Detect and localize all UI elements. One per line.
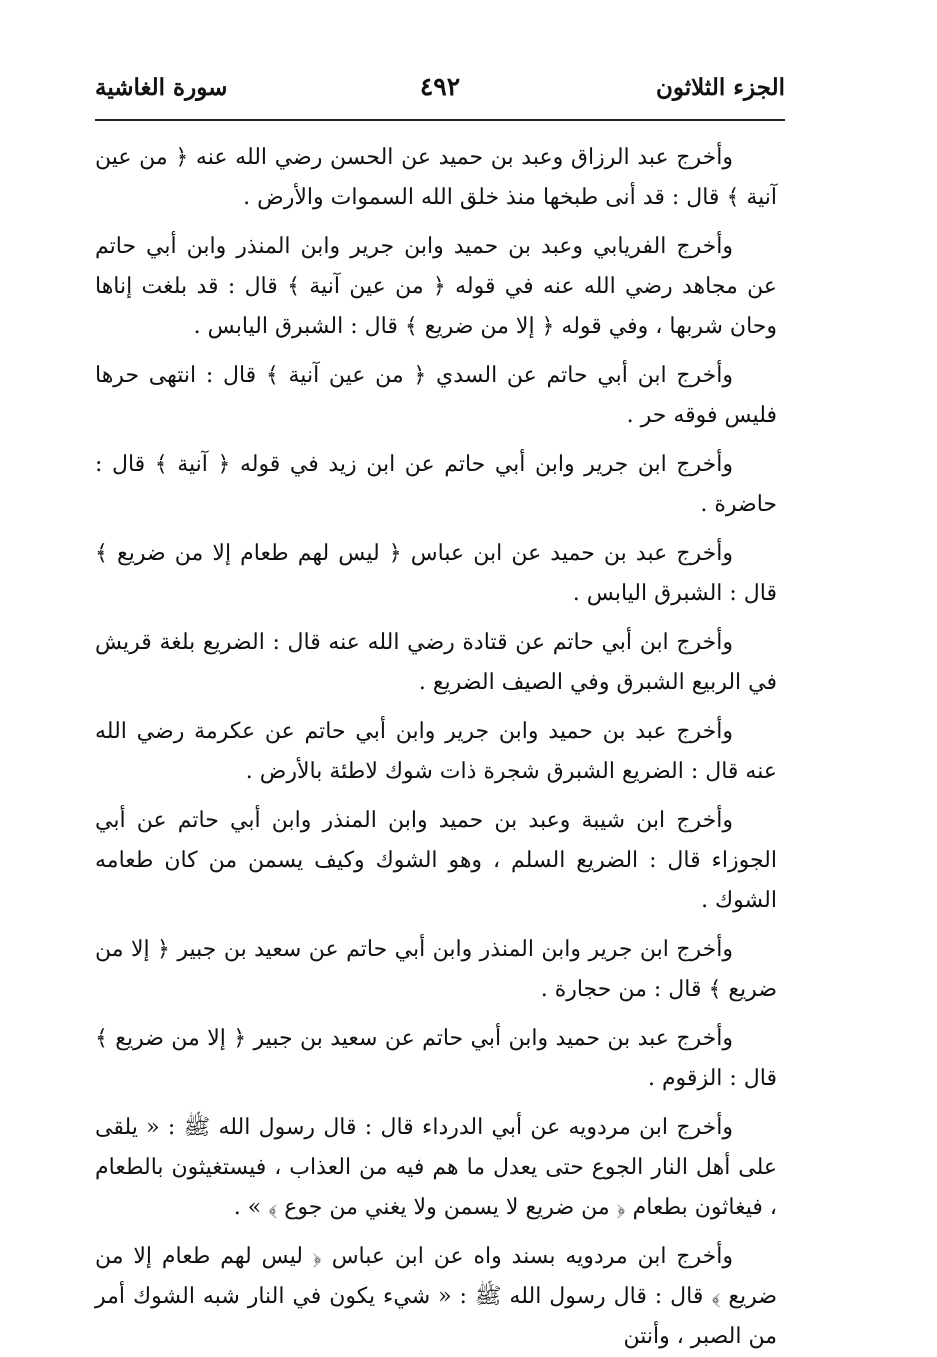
paragraph: وأخرج ابن أبي حاتم عن السدي ﴿ من عين آنية ﴾ قال : انتهى حرها فليس فوقه حر . bbox=[95, 363, 777, 428]
paragraph: وأخرج ابن شيبة وعبد بن حميد وابن المنذر وابن أبي حاتم عن أبي الجوزاء قال : الضريع السلم ، وهو الشوك وكيف يسمن من كان طعامه الشوك . bbox=[95, 808, 777, 913]
surah-title: سورة الغاشية bbox=[95, 74, 228, 101]
page-number: ٤٩٢ bbox=[419, 72, 461, 101]
page-header bbox=[95, 68, 785, 116]
paragraph: وأخرج عبد بن حميد وابن جرير وابن أبي حاتم عن عكرمة رضي الله عنه قال : الضريع الشبرق شجرة ذات شوك لاطئة بالأرض . bbox=[95, 719, 777, 784]
paragraph: وأخرج ابن أبي حاتم عن قتادة رضي الله عنه قال : الضريع بلغة قريش في الربيع الشبرق وفي الصيف الضريع . bbox=[95, 630, 777, 695]
paragraph: وأخرج ابن مردويه عن أبي الدرداء قال : قال رسول الله ﷺ : « يلقى على أهل النار الجوع حتى يعدل ما هم فيه من العذاب ، فيستغيثون بالطعام ، فيغاثون بطعام ﴿ من ضريع لا يسمن ولا يغني من جوع ﴾ » . bbox=[95, 1115, 777, 1220]
paragraph: وأخرج عبد الرزاق وعبد بن حميد عن الحسن رضي الله عنه ﴿ من عين آنية ﴾ قال : قد أنى طبخها منذ خلق الله السموات والأرض . bbox=[95, 145, 777, 210]
paragraph: وأخرج عبد بن حميد عن ابن عباس ﴿ ليس لهم طعام إلا من ضريع ﴾ قال : الشبرق اليابس . bbox=[95, 541, 777, 606]
paragraph: وأخرج الفريابي وعبد بن حميد وابن جرير وابن المنذر وابن أبي حاتم عن مجاهد رضي الله عنه في قوله ﴿ من عين آنية ﴾ قال : قد بلغت إناها وحان شربها ، وفي قوله ﴿ إلا من ضريع ﴾ قال : الشبرق اليابس . bbox=[95, 234, 777, 339]
paragraph: وأخرج ابن جرير وابن المنذر وابن أبي حاتم عن سعيد بن جبير ﴿ إلا من ضريع ﴾ قال : من حجارة . bbox=[95, 937, 777, 1002]
page-body bbox=[95, 138, 777, 1357]
paragraph: وأخرج ابن مردويه بسند واه عن ابن عباس ﴿ ليس لهم طعام إلا من ضريع ﴾ قال : قال رسول الله ﷺ : « شيء يكون في النار شبه الشوك أمر من الصبر ، وأنتن bbox=[95, 1244, 777, 1349]
header-divider bbox=[95, 119, 785, 121]
paragraph: وأخرج ابن جرير وابن أبي حاتم عن ابن زيد في قوله ﴿ آنية ﴾ قال : حاضرة . bbox=[95, 452, 777, 517]
juz-title: الجزء الثلاثون bbox=[656, 74, 785, 101]
paragraph: وأخرج عبد بن حميد وابن أبي حاتم عن سعيد بن جبير ﴿ إلا من ضريع ﴾ قال : الزقوم . bbox=[95, 1026, 777, 1091]
